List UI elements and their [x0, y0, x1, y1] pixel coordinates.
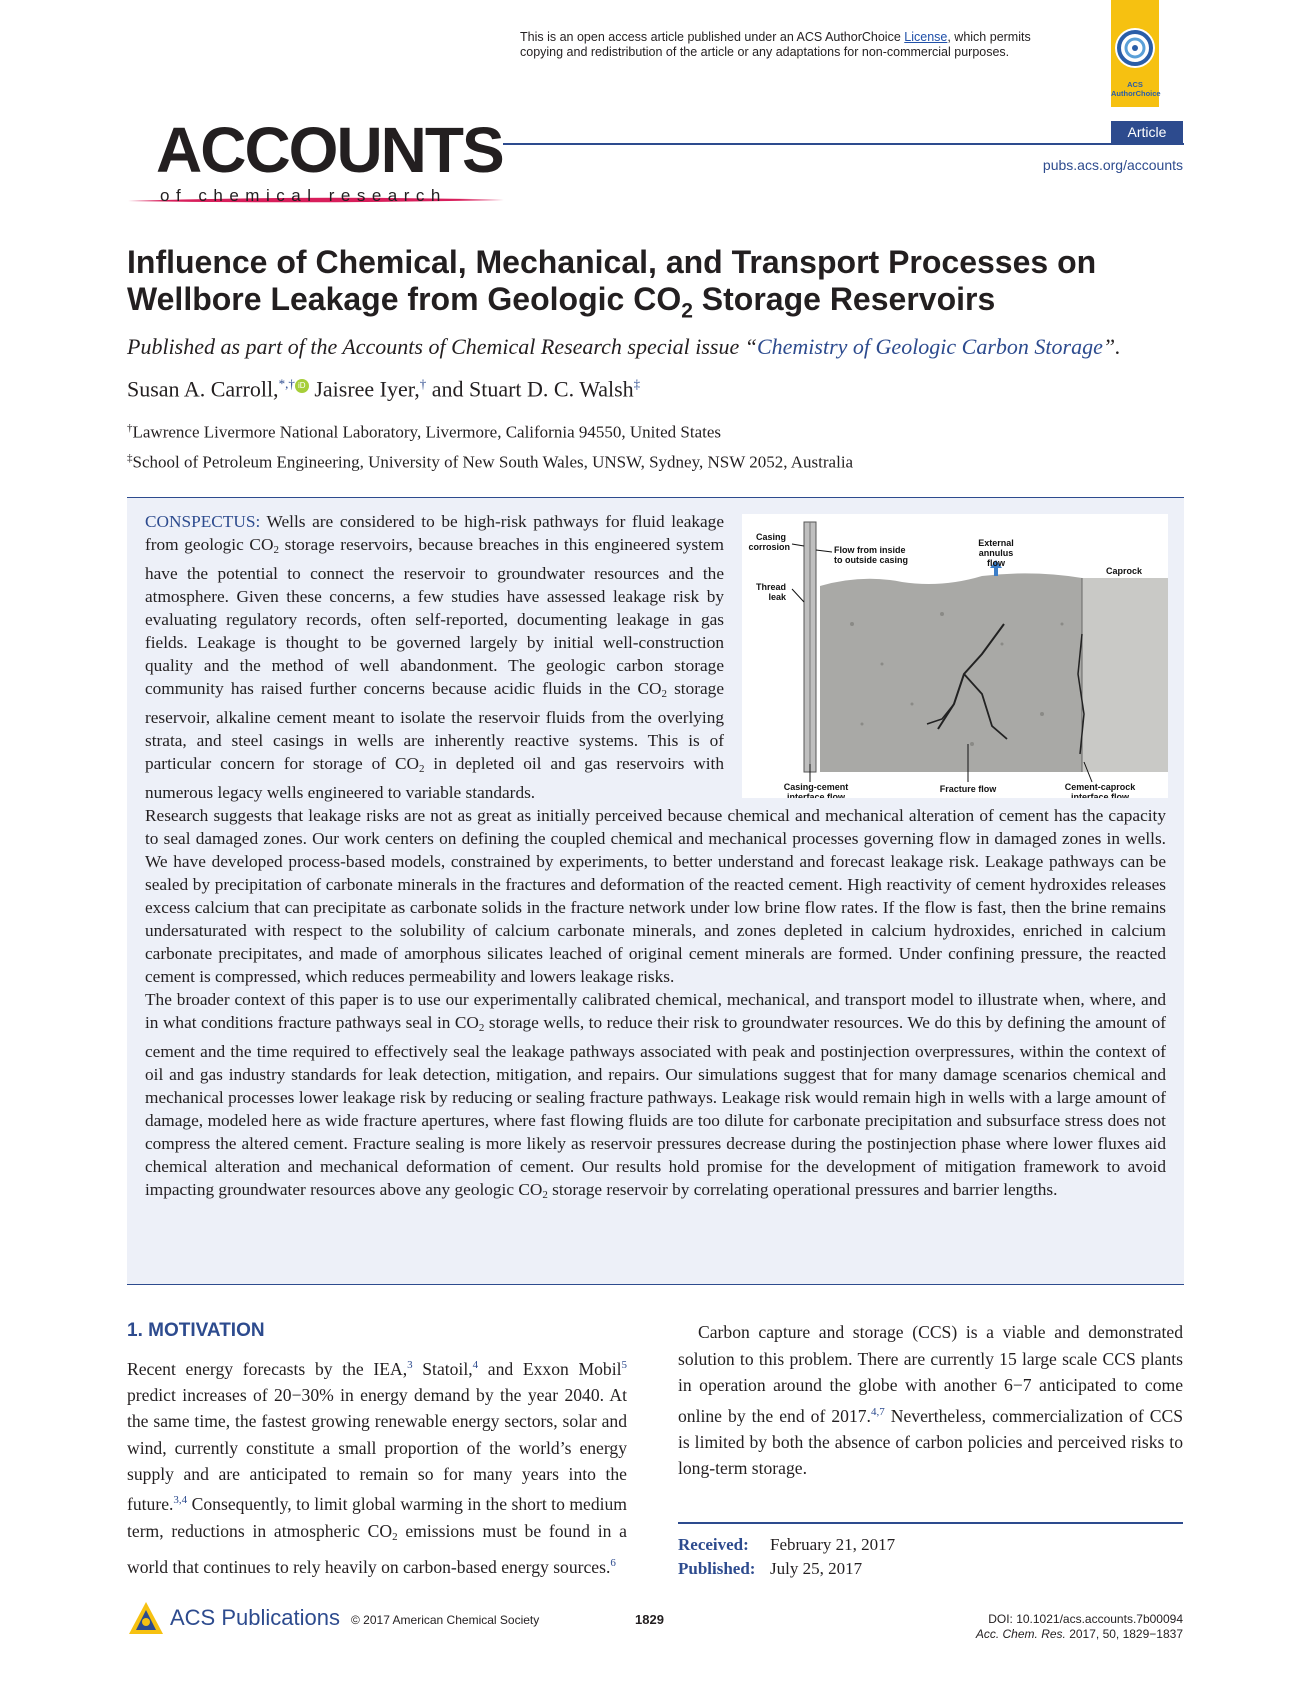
published-date: July 25, 2017: [770, 1559, 863, 1578]
notice-text-2: , which permits: [947, 30, 1031, 44]
title-line-1: Influence of Chemical, Mechanical, and Transport Processes on: [127, 244, 1097, 280]
article-type-tag: Article: [1111, 121, 1183, 143]
text-run: Recent energy forecasts by the IEA,: [127, 1358, 408, 1379]
label-thread-leak-2: leak: [768, 592, 786, 602]
conspectus-p3b: storage wells, to reduce their risk to groundwater resources. We do this by defining the amount of cement and the time required to effectively seal the leakage pathways associated with peak and postinjection overpressures, within the context of oil and gas industry standards for leak detection, mitigation, and repairs. Our simulations suggest that for many damage scenarios chemical and mechanical processes lower leakage risk by reducing or sealing fracture pathways. Leakage risk would remain high in wells with a large amount of damage, modeled here as wide fracture apertures, where fast flowing fluids are too dilute for carbonate precipitation and subsurface stress does not compress the altered cement. Fracture sealing is more likely as reservoir pressures decrease during the postinjection phase where lower fluxes aid chemical alteration and mechanical deformation of cement. Our results hold promise for the development of mitigation framework to avoid impacting groundwater resources above any geologic CO: [145, 1013, 1166, 1199]
notice-text-1: This is an open access article published under an ACS AuthorChoice: [520, 30, 905, 44]
reference-link[interactable]: 6: [610, 1556, 616, 1569]
title-line-2b: Storage Reservoirs: [692, 281, 996, 317]
label-cement-caprock-2: interface flow: [1070, 792, 1130, 798]
conspectus-text: [145, 510, 1166, 1207]
authorchoice-icon: [1113, 26, 1157, 70]
copyright-notice: © 2017 American Chemical Society: [351, 1613, 540, 1627]
notice-text-3: copying and redistribution of the article or any adaptations for non-commercial purposes.: [520, 45, 1010, 59]
special-issue-post: ”.: [1102, 334, 1121, 359]
conspectus-heading: CONSPECTUS:: [145, 512, 261, 531]
special-issue-pre: Published as part of the Accounts of Chemical Research special issue “: [127, 334, 757, 359]
conspectus-p1b: storage reservoirs, because breaches in this engineered system have the potential to connect the reservoir to groundwater resources and the atmosphere. Given these concerns, a few studies have assessed leakage risk by evaluating regulatory records, often self-reported, documenting leakage in gas fields. Leakage is thought to be governed largely by initial well-construction quality and the method of well abandonment. The geologic carbon storage community has raised further concerns because acidic fluids in the CO: [145, 535, 724, 698]
reference-link[interactable]: 3: [407, 1359, 413, 1371]
reference-link[interactable]: 5: [621, 1359, 627, 1371]
body-column-right: [678, 1319, 1183, 1482]
co2-subscript: 2: [478, 1022, 485, 1034]
published-label: Published:: [678, 1559, 756, 1578]
motivation-paragraph-1: [127, 1352, 627, 1580]
doi-citation: [880, 1612, 1183, 1642]
publisher-name[interactable]: ACS Publications: [170, 1605, 340, 1630]
conspectus-p3a: The broader context of this paper is to use our experimentally calibrated chemical, mechanical, and transport model to illustrate when, where, and in what conditions fracture pathways seal in CO: [145, 990, 1166, 1032]
badge-label: ACS AuthorChoice: [1111, 80, 1161, 98]
author-carroll[interactable]: Susan A. Carroll,: [127, 376, 279, 402]
received-date: February 21, 2017: [770, 1535, 896, 1554]
label-flow-inside-2: to outside casing: [834, 555, 909, 565]
special-issue-note: [127, 334, 1207, 360]
received-label: Received:: [678, 1535, 749, 1554]
text-run: Nevertheless, commercialization of CCS is limited by both the absence of carbon policies and perceived risks to long-term storage.: [678, 1405, 1184, 1479]
label-external-2: annulus: [978, 548, 1014, 558]
dates-rule: [678, 1522, 1183, 1524]
title-subscript: 2: [681, 299, 693, 323]
co2-subscript: 2: [273, 544, 279, 556]
co2-subscript: 2: [392, 1530, 398, 1543]
journal-logo: ACCOUNTS: [156, 114, 503, 186]
label-cement-caprock-1: Cement-caprock: [1064, 782, 1136, 792]
special-issue-link[interactable]: Chemistry of Geologic Carbon Storage: [756, 334, 1103, 359]
citation-journal: Acc. Chem. Res.: [975, 1627, 1066, 1641]
label-casing-corrosion-1: Casing: [755, 532, 786, 542]
author-carroll-marks[interactable]: *,†: [278, 376, 295, 391]
affiliation-2-text: School of Petroleum Engineering, University of New South Wales, UNSW, Sydney, NSW 2052, Australia: [132, 452, 854, 472]
label-fracture-flow: Fracture flow: [939, 784, 997, 794]
affiliation-1-text: Lawrence Livermore National Laboratory, Livermore, California 94550, United States: [132, 422, 721, 442]
co2-subscript: 2: [542, 1189, 548, 1201]
label-external-3: flow: [987, 558, 1005, 568]
co2-subscript: 2: [418, 763, 425, 775]
conspectus-p1d: in depleted oil and gas reservoirs with numerous legacy wells engineered to variable standards.: [145, 754, 724, 802]
citation-details: 2017, 50, 1829−1837: [1065, 1627, 1183, 1641]
conspectus-paragraph-3: [145, 988, 1166, 1207]
article-dates: [678, 1533, 895, 1581]
label-casing-cement-1: Casing-cement: [783, 782, 849, 792]
text-run: Statoil,: [412, 1358, 473, 1379]
wellbore-leakage-figure: [742, 514, 1168, 798]
author-list: [127, 376, 640, 402]
acs-logo-icon: [127, 1600, 165, 1638]
conspectus-p1a: Wells are considered to be high-risk pathways for fluid leakage from geologic CO: [145, 512, 724, 554]
affiliation-1: [127, 422, 721, 443]
label-casing-corrosion-2: corrosion: [748, 542, 790, 552]
article-title: [127, 244, 1207, 329]
reference-link[interactable]: 4: [472, 1359, 479, 1371]
journal-url-link[interactable]: pubs.acs.org/accounts: [1042, 157, 1183, 173]
label-flow-inside-1: Flow from inside: [834, 545, 906, 555]
text-run: and Exxon Mobil: [478, 1358, 622, 1379]
conspectus-p3c: storage reservoir by correlating operational pressures and barrier lengths.: [547, 1180, 1058, 1199]
text-run: Consequently, to limit global warming in the short to medium term, reductions in atmospheric CO: [127, 1494, 627, 1541]
section-heading-motivation: 1. MOTIVATION: [127, 1320, 265, 1341]
co2-subscript: 2: [661, 688, 667, 700]
text-run: predict increases of 20−30% in energy demand by the year 2040. At the same time, the fastest growing renewable energy sectors, solar and wind, currently constitute a small proportion of the world’s energy supply and are anticipated to remain so for many years into the future.: [127, 1385, 627, 1515]
label-external-1: External: [978, 538, 1014, 548]
label-caprock: Caprock: [1105, 566, 1143, 576]
label-casing-cement-2: interface flow: [786, 792, 846, 798]
author-walsh-marks[interactable]: ‡: [633, 376, 641, 391]
conspectus-p1c: storage reservoir, alkaline cement meant to isolate the reservoir fluids from the overlying strata, and steel casings in wells are inherently reactive systems. This is of particular concern for storage of CO: [145, 679, 724, 773]
affiliation-2-mark: ‡: [127, 452, 133, 464]
license-link[interactable]: License: [904, 30, 948, 44]
text-run: emissions must be found in a world that continues to rely heavily on carbon-based energy sources.: [127, 1520, 627, 1577]
author-iyer-marks[interactable]: †: [419, 376, 427, 391]
doi-link[interactable]: DOI: 10.1021/acs.accounts.7b00094: [988, 1612, 1183, 1626]
affiliation-1-mark: †: [127, 422, 133, 434]
title-line-2a: Wellbore Leakage from Geologic CO: [127, 281, 682, 317]
affiliation-2: [127, 452, 853, 473]
header-rule: [503, 143, 1184, 145]
conspectus-paragraph-2: Research suggests that leakage risks are not as great as initially perceived because chemical and mechanical alteration of cement has the capacity to seal damaged zones. Our work centers on defining the coupled chemical and mechanical processes governing flow in damaged zones in wells. We have developed process-based models, constrained by experiments, to better understand and forecast leakage risk. Leakage pathways can be sealed by precipitation of carbonate minerals in the fractures and deformation of the reacted cement. High reactivity of cement hydroxides releases excess calcium that can precipitate as carbonate solids in the fracture network under low brine flow rates. If the flow is fast, then the brine remains undersaturated with respect to the solubility of calcium carbonate minerals, and zones depleted in calcium hydroxides, enriched in calcium carbonate precipitates, and made of amorphous silicates leached of original cement minerals are formed. Under confining pressure, the reacted cement is compressed, which reduces permeability and lowers leakage risks.: [145, 806, 1166, 986]
label-thread-leak-1: Thread: [755, 582, 786, 592]
text-run: Carbon capture and storage (CCS) is a viable and demonstrated solution to this problem. There are currently 15 large scale CCS plants in operation around the globe with another 6−7 anticipated to come online by the end of 2017.: [678, 1322, 1183, 1426]
page-number: 1829: [635, 1612, 664, 1627]
reference-link[interactable]: 4,7: [870, 1405, 885, 1418]
toc-figure: [742, 514, 1168, 798]
motivation-paragraph-2: [678, 1319, 1183, 1482]
author-walsh[interactable]: and Stuart D. C. Walsh: [426, 376, 634, 402]
journal-logo-subtitle: of chemical research: [160, 186, 447, 205]
reference-link[interactable]: 3,4: [173, 1494, 188, 1507]
open-access-notice: [520, 30, 1080, 60]
author-iyer[interactable]: Jaisree Iyer,: [308, 376, 420, 402]
orcid-icon[interactable]: iD: [295, 379, 309, 393]
body-column-left: [127, 1352, 627, 1580]
